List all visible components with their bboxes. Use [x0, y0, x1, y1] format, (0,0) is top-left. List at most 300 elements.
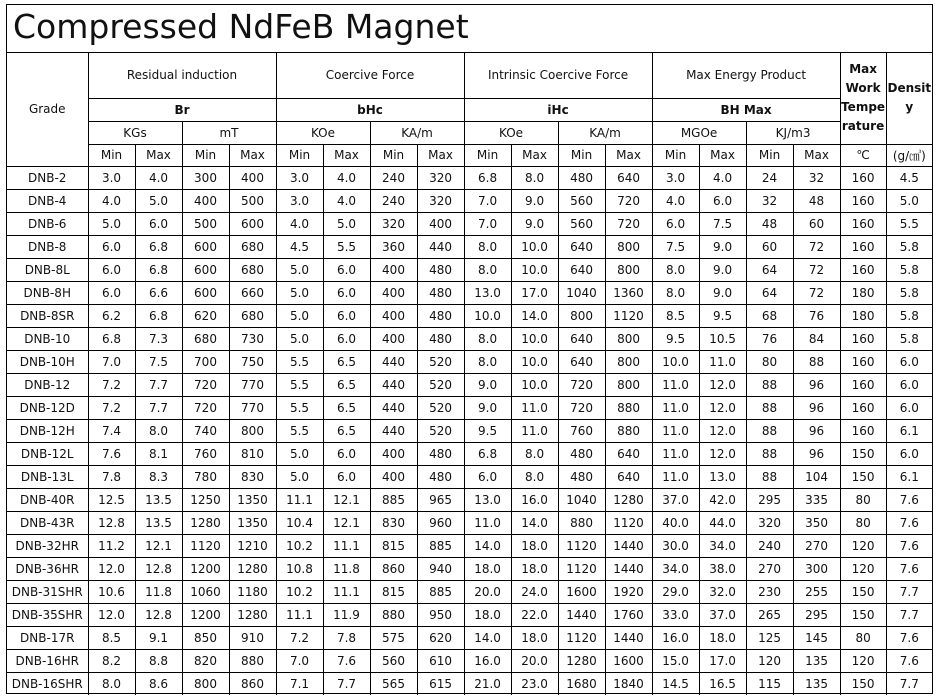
value-cell: 7.6 — [886, 649, 932, 672]
value-cell: 13.5 — [135, 488, 182, 511]
value-cell: 6.0 — [886, 373, 932, 396]
value-cell: 7.6 — [886, 534, 932, 557]
table-row — [7, 580, 932, 603]
value-cell: 750 — [229, 350, 276, 373]
value-cell: 96 — [793, 442, 840, 465]
value-cell: 255 — [793, 580, 840, 603]
value-cell: 720 — [182, 396, 229, 419]
max-header: Max — [793, 144, 840, 166]
value-cell: 5.8 — [886, 304, 932, 327]
value-cell: 1280 — [229, 603, 276, 626]
unit-header: KOe — [276, 121, 370, 144]
grade-cell: DNB-10 — [7, 327, 88, 350]
value-cell: 1040 — [558, 488, 605, 511]
value-cell: 600 — [182, 258, 229, 281]
value-cell: 440 — [417, 235, 464, 258]
value-cell: 6.8 — [464, 442, 511, 465]
value-cell: 120 — [840, 649, 886, 672]
value-cell: 1600 — [605, 649, 652, 672]
value-cell: 12.5 — [88, 488, 135, 511]
table-row — [7, 189, 932, 212]
max-energy-product-header: Max Energy Product — [652, 53, 840, 98]
value-cell: 6.0 — [323, 465, 370, 488]
value-cell: 770 — [229, 373, 276, 396]
table-row — [7, 626, 932, 649]
spec-sheet — [6, 4, 933, 694]
value-cell: 7.2 — [88, 396, 135, 419]
value-cell: 780 — [182, 465, 229, 488]
grade-cell: DNB-32HR — [7, 534, 88, 557]
value-cell: 13.0 — [699, 465, 746, 488]
table-row — [7, 396, 932, 419]
grade-cell: DNB-4 — [7, 189, 88, 212]
value-cell: 17.0 — [699, 649, 746, 672]
value-cell: 5.0 — [135, 189, 182, 212]
value-cell: 10.0 — [511, 350, 558, 373]
value-cell: 860 — [370, 557, 417, 580]
min-header: Min — [558, 144, 605, 166]
table-row — [7, 258, 932, 281]
value-cell: 30.0 — [652, 534, 699, 557]
value-cell: 615 — [417, 672, 464, 695]
value-cell: 6.8 — [135, 258, 182, 281]
value-cell: 5.0 — [276, 442, 323, 465]
value-cell: 600 — [229, 212, 276, 235]
max-header: Max — [511, 144, 558, 166]
value-cell: 885 — [417, 534, 464, 557]
value-cell: 23.0 — [511, 672, 558, 695]
table-row — [7, 534, 932, 557]
value-cell: 48 — [793, 189, 840, 212]
value-cell: 10.0 — [511, 373, 558, 396]
value-cell: 1280 — [182, 511, 229, 534]
value-cell: 150 — [840, 442, 886, 465]
value-cell: 44.0 — [699, 511, 746, 534]
value-cell: 6.8 — [464, 166, 511, 189]
value-cell: 115 — [746, 672, 793, 695]
value-cell: 7.7 — [135, 373, 182, 396]
value-cell: 520 — [417, 350, 464, 373]
value-cell: 8.0 — [511, 465, 558, 488]
value-cell: 610 — [417, 649, 464, 672]
value-cell: 295 — [746, 488, 793, 511]
grade-cell: DNB-35SHR — [7, 603, 88, 626]
value-cell: 8.0 — [464, 327, 511, 350]
value-cell: 640 — [558, 235, 605, 258]
value-cell: 800 — [605, 235, 652, 258]
value-cell: 6.1 — [886, 465, 932, 488]
value-cell: 20.0 — [511, 649, 558, 672]
value-cell: 120 — [840, 557, 886, 580]
value-cell: 1440 — [558, 603, 605, 626]
max-header: Max — [605, 144, 652, 166]
value-cell: 104 — [793, 465, 840, 488]
value-cell: 320 — [746, 511, 793, 534]
value-cell: 4.0 — [135, 166, 182, 189]
value-cell: 3.0 — [88, 166, 135, 189]
value-cell: 480 — [417, 281, 464, 304]
value-cell: 620 — [182, 304, 229, 327]
value-cell: 15.0 — [652, 649, 699, 672]
value-cell: 6.8 — [88, 327, 135, 350]
value-cell: 9.1 — [135, 626, 182, 649]
value-cell: 160 — [840, 350, 886, 373]
value-cell: 9.0 — [699, 258, 746, 281]
value-cell: 18.0 — [511, 626, 558, 649]
value-cell: 230 — [746, 580, 793, 603]
value-cell: 180 — [840, 281, 886, 304]
value-cell: 6.2 — [88, 304, 135, 327]
value-cell: 10.0 — [652, 350, 699, 373]
table-row — [7, 327, 932, 350]
value-cell: 8.5 — [652, 304, 699, 327]
table-row — [7, 649, 932, 672]
value-cell: 12.1 — [135, 534, 182, 557]
value-cell: 6.5 — [323, 419, 370, 442]
value-cell: 265 — [746, 603, 793, 626]
value-cell: 10.4 — [276, 511, 323, 534]
value-cell: 8.5 — [88, 626, 135, 649]
value-cell: 4.0 — [699, 166, 746, 189]
value-cell: 320 — [417, 189, 464, 212]
value-cell: 1040 — [558, 281, 605, 304]
grade-cell: DNB-12H — [7, 419, 88, 442]
grade-cell: DNB-40R — [7, 488, 88, 511]
value-cell: 400 — [417, 212, 464, 235]
value-cell: 18.0 — [511, 557, 558, 580]
value-cell: 96 — [793, 396, 840, 419]
value-cell: 10.0 — [511, 258, 558, 281]
value-cell: 480 — [417, 327, 464, 350]
value-cell: 5.8 — [886, 327, 932, 350]
value-cell: 885 — [370, 488, 417, 511]
value-cell: 1280 — [229, 557, 276, 580]
value-cell: 270 — [746, 557, 793, 580]
value-cell: 8.0 — [652, 281, 699, 304]
value-cell: 480 — [417, 304, 464, 327]
value-cell: 34.0 — [652, 557, 699, 580]
value-cell: 88 — [746, 373, 793, 396]
table-row — [7, 304, 932, 327]
value-cell: 6.5 — [323, 373, 370, 396]
residual-induction-header: Residual induction — [88, 53, 276, 98]
value-cell: 720 — [558, 373, 605, 396]
value-cell: 160 — [840, 327, 886, 350]
value-cell: 300 — [182, 166, 229, 189]
value-cell: 76 — [746, 327, 793, 350]
value-cell: 800 — [182, 672, 229, 695]
value-cell: 7.2 — [276, 626, 323, 649]
value-cell: 1440 — [605, 557, 652, 580]
coercive-force-header: Coercive Force — [276, 53, 464, 98]
grade-cell: DNB-12L — [7, 442, 88, 465]
value-cell: 6.0 — [88, 235, 135, 258]
value-cell: 1120 — [558, 626, 605, 649]
value-cell: 520 — [417, 373, 464, 396]
value-cell: 7.6 — [886, 488, 932, 511]
value-cell: 5.0 — [276, 465, 323, 488]
value-cell: 6.0 — [323, 442, 370, 465]
value-cell: 16.0 — [652, 626, 699, 649]
value-cell: 9.0 — [699, 281, 746, 304]
grade-cell: DNB-8H — [7, 281, 88, 304]
unit-header: KA/m — [558, 121, 652, 144]
value-cell: 120 — [746, 649, 793, 672]
value-cell: 120 — [840, 534, 886, 557]
table-row — [7, 281, 932, 304]
value-cell: 815 — [370, 534, 417, 557]
bhc-header: bHc — [276, 98, 464, 121]
value-cell: 3.0 — [276, 189, 323, 212]
value-cell: 12.0 — [699, 442, 746, 465]
value-cell: 6.5 — [323, 396, 370, 419]
unit-header: KJ/m3 — [746, 121, 840, 144]
value-cell: 6.8 — [135, 304, 182, 327]
value-cell: 5.0 — [886, 189, 932, 212]
table-row — [7, 166, 932, 189]
value-cell: 12.0 — [699, 373, 746, 396]
value-cell: 320 — [417, 166, 464, 189]
value-cell: 5.8 — [886, 258, 932, 281]
value-cell: 88 — [746, 419, 793, 442]
value-cell: 565 — [370, 672, 417, 695]
value-cell: 480 — [558, 465, 605, 488]
value-cell: 560 — [558, 189, 605, 212]
grade-cell: DNB-31SHR — [7, 580, 88, 603]
value-cell: 7.1 — [276, 672, 323, 695]
value-cell: 850 — [182, 626, 229, 649]
value-cell: 640 — [558, 350, 605, 373]
value-cell: 6.0 — [652, 212, 699, 235]
value-cell: 5.0 — [276, 327, 323, 350]
value-cell: 145 — [793, 626, 840, 649]
value-cell: 880 — [229, 649, 276, 672]
value-cell: 7.5 — [135, 350, 182, 373]
value-cell: 9.0 — [511, 189, 558, 212]
value-cell: 7.6 — [886, 626, 932, 649]
value-cell: 6.1 — [886, 419, 932, 442]
value-cell: 160 — [840, 396, 886, 419]
min-header: Min — [746, 144, 793, 166]
value-cell: 11.1 — [323, 534, 370, 557]
value-cell: 7.7 — [135, 396, 182, 419]
ihc-header: iHc — [464, 98, 652, 121]
value-cell: 22.0 — [511, 603, 558, 626]
value-cell: 8.2 — [88, 649, 135, 672]
value-cell: 11.1 — [323, 580, 370, 603]
max-header: Max — [417, 144, 464, 166]
value-cell: 18.0 — [699, 626, 746, 649]
grade-cell: DNB-12 — [7, 373, 88, 396]
value-cell: 300 — [793, 557, 840, 580]
value-cell: 815 — [370, 580, 417, 603]
grade-cell: DNB-8 — [7, 235, 88, 258]
value-cell: 6.0 — [464, 465, 511, 488]
unit-header: MGOe — [652, 121, 746, 144]
value-cell: 8.6 — [135, 672, 182, 695]
value-cell: 10.8 — [276, 557, 323, 580]
value-cell: 8.0 — [88, 672, 135, 695]
value-cell: 10.2 — [276, 580, 323, 603]
value-cell: 11.8 — [135, 580, 182, 603]
grade-cell: DNB-13L — [7, 465, 88, 488]
value-cell: 520 — [417, 419, 464, 442]
value-cell: 680 — [229, 258, 276, 281]
value-cell: 135 — [793, 649, 840, 672]
value-cell: 7.5 — [699, 212, 746, 235]
value-cell: 14.0 — [464, 534, 511, 557]
value-cell: 160 — [840, 166, 886, 189]
value-cell: 5.5 — [276, 419, 323, 442]
value-cell: 295 — [793, 603, 840, 626]
table-row — [7, 511, 932, 534]
value-cell: 10.2 — [276, 534, 323, 557]
value-cell: 7.7 — [886, 603, 932, 626]
value-cell: 3.0 — [652, 166, 699, 189]
value-cell: 10.0 — [511, 327, 558, 350]
value-cell: 160 — [840, 235, 886, 258]
value-cell: 480 — [417, 442, 464, 465]
value-cell: 13.0 — [464, 488, 511, 511]
value-cell: 11.0 — [699, 350, 746, 373]
value-cell: 12.1 — [323, 488, 370, 511]
value-cell: 5.0 — [323, 212, 370, 235]
value-cell: 7.7 — [323, 672, 370, 695]
value-cell: 64 — [746, 281, 793, 304]
value-cell: 1440 — [605, 534, 652, 557]
value-cell: 820 — [182, 649, 229, 672]
value-cell: 4.0 — [323, 189, 370, 212]
value-cell: 7.8 — [323, 626, 370, 649]
value-cell: 14.0 — [511, 511, 558, 534]
value-cell: 720 — [605, 189, 652, 212]
table-row — [7, 488, 932, 511]
value-cell: 11.0 — [464, 511, 511, 534]
grade-cell: DNB-16HR — [7, 649, 88, 672]
value-cell: 80 — [840, 626, 886, 649]
value-cell: 7.0 — [88, 350, 135, 373]
value-cell: 560 — [370, 649, 417, 672]
value-cell: 800 — [229, 419, 276, 442]
value-cell: 6.0 — [88, 281, 135, 304]
value-cell: 6.0 — [886, 442, 932, 465]
min-header: Min — [370, 144, 417, 166]
value-cell: 400 — [370, 304, 417, 327]
value-cell: 320 — [370, 212, 417, 235]
value-cell: 68 — [746, 304, 793, 327]
value-cell: 965 — [417, 488, 464, 511]
value-cell: 440 — [370, 396, 417, 419]
value-cell: 12.0 — [699, 396, 746, 419]
value-cell: 4.0 — [652, 189, 699, 212]
value-cell: 270 — [793, 534, 840, 557]
value-cell: 11.0 — [511, 419, 558, 442]
value-cell: 6.0 — [88, 258, 135, 281]
value-cell: 8.0 — [464, 350, 511, 373]
value-cell: 10.0 — [464, 304, 511, 327]
grade-cell: DNB-2 — [7, 166, 88, 189]
value-cell: 6.0 — [323, 304, 370, 327]
value-cell: 810 — [229, 442, 276, 465]
value-cell: 24.0 — [511, 580, 558, 603]
value-cell: 6.0 — [323, 327, 370, 350]
grade-cell: DNB-10H — [7, 350, 88, 373]
value-cell: 800 — [605, 327, 652, 350]
value-cell: 860 — [229, 672, 276, 695]
value-cell: 14.5 — [652, 672, 699, 695]
value-cell: 11.0 — [652, 373, 699, 396]
value-cell: 12.0 — [88, 603, 135, 626]
grade-cell: DNB-36HR — [7, 557, 88, 580]
value-cell: 96 — [793, 373, 840, 396]
value-cell: 440 — [370, 373, 417, 396]
value-cell: 7.8 — [88, 465, 135, 488]
value-cell: 910 — [229, 626, 276, 649]
value-cell: 400 — [370, 465, 417, 488]
value-cell: 13.0 — [464, 281, 511, 304]
value-cell: 8.0 — [464, 235, 511, 258]
max-work-temperature-header: Max Work Tempe rature — [840, 53, 886, 144]
value-cell: 400 — [370, 258, 417, 281]
value-cell: 72 — [793, 281, 840, 304]
grade-cell: DNB-8L — [7, 258, 88, 281]
value-cell: 5.5 — [276, 373, 323, 396]
value-cell: 620 — [417, 626, 464, 649]
value-cell: 700 — [182, 350, 229, 373]
value-cell: 600 — [182, 281, 229, 304]
density-unit-header: (g/㎤) — [886, 144, 932, 166]
value-cell: 16.0 — [464, 649, 511, 672]
value-cell: 11.0 — [652, 396, 699, 419]
value-cell: 150 — [840, 672, 886, 695]
grade-cell: DNB-16SHR — [7, 672, 88, 695]
value-cell: 8.0 — [511, 442, 558, 465]
value-cell: 11.0 — [652, 465, 699, 488]
value-cell: 9.5 — [464, 419, 511, 442]
value-cell: 770 — [229, 396, 276, 419]
value-cell: 5.5 — [886, 212, 932, 235]
value-cell: 640 — [605, 465, 652, 488]
value-cell: 880 — [370, 603, 417, 626]
value-cell: 720 — [605, 212, 652, 235]
value-cell: 1210 — [229, 534, 276, 557]
value-cell: 1600 — [558, 580, 605, 603]
value-cell: 17.0 — [511, 281, 558, 304]
value-cell: 335 — [793, 488, 840, 511]
value-cell: 180 — [840, 304, 886, 327]
value-cell: 6.0 — [699, 189, 746, 212]
value-cell: 5.0 — [276, 258, 323, 281]
value-cell: 880 — [558, 511, 605, 534]
value-cell: 8.3 — [135, 465, 182, 488]
value-cell: 11.0 — [652, 442, 699, 465]
value-cell: 400 — [370, 442, 417, 465]
value-cell: 96 — [793, 419, 840, 442]
value-cell: 160 — [840, 419, 886, 442]
value-cell: 150 — [840, 465, 886, 488]
value-cell: 4.0 — [88, 189, 135, 212]
value-cell: 6.8 — [135, 235, 182, 258]
value-cell: 60 — [793, 212, 840, 235]
value-cell: 740 — [182, 419, 229, 442]
value-cell: 240 — [370, 189, 417, 212]
value-cell: 440 — [370, 419, 417, 442]
value-cell: 24 — [746, 166, 793, 189]
value-cell: 14.0 — [511, 304, 558, 327]
value-cell: 480 — [558, 166, 605, 189]
value-cell: 1120 — [605, 304, 652, 327]
value-cell: 32.0 — [699, 580, 746, 603]
